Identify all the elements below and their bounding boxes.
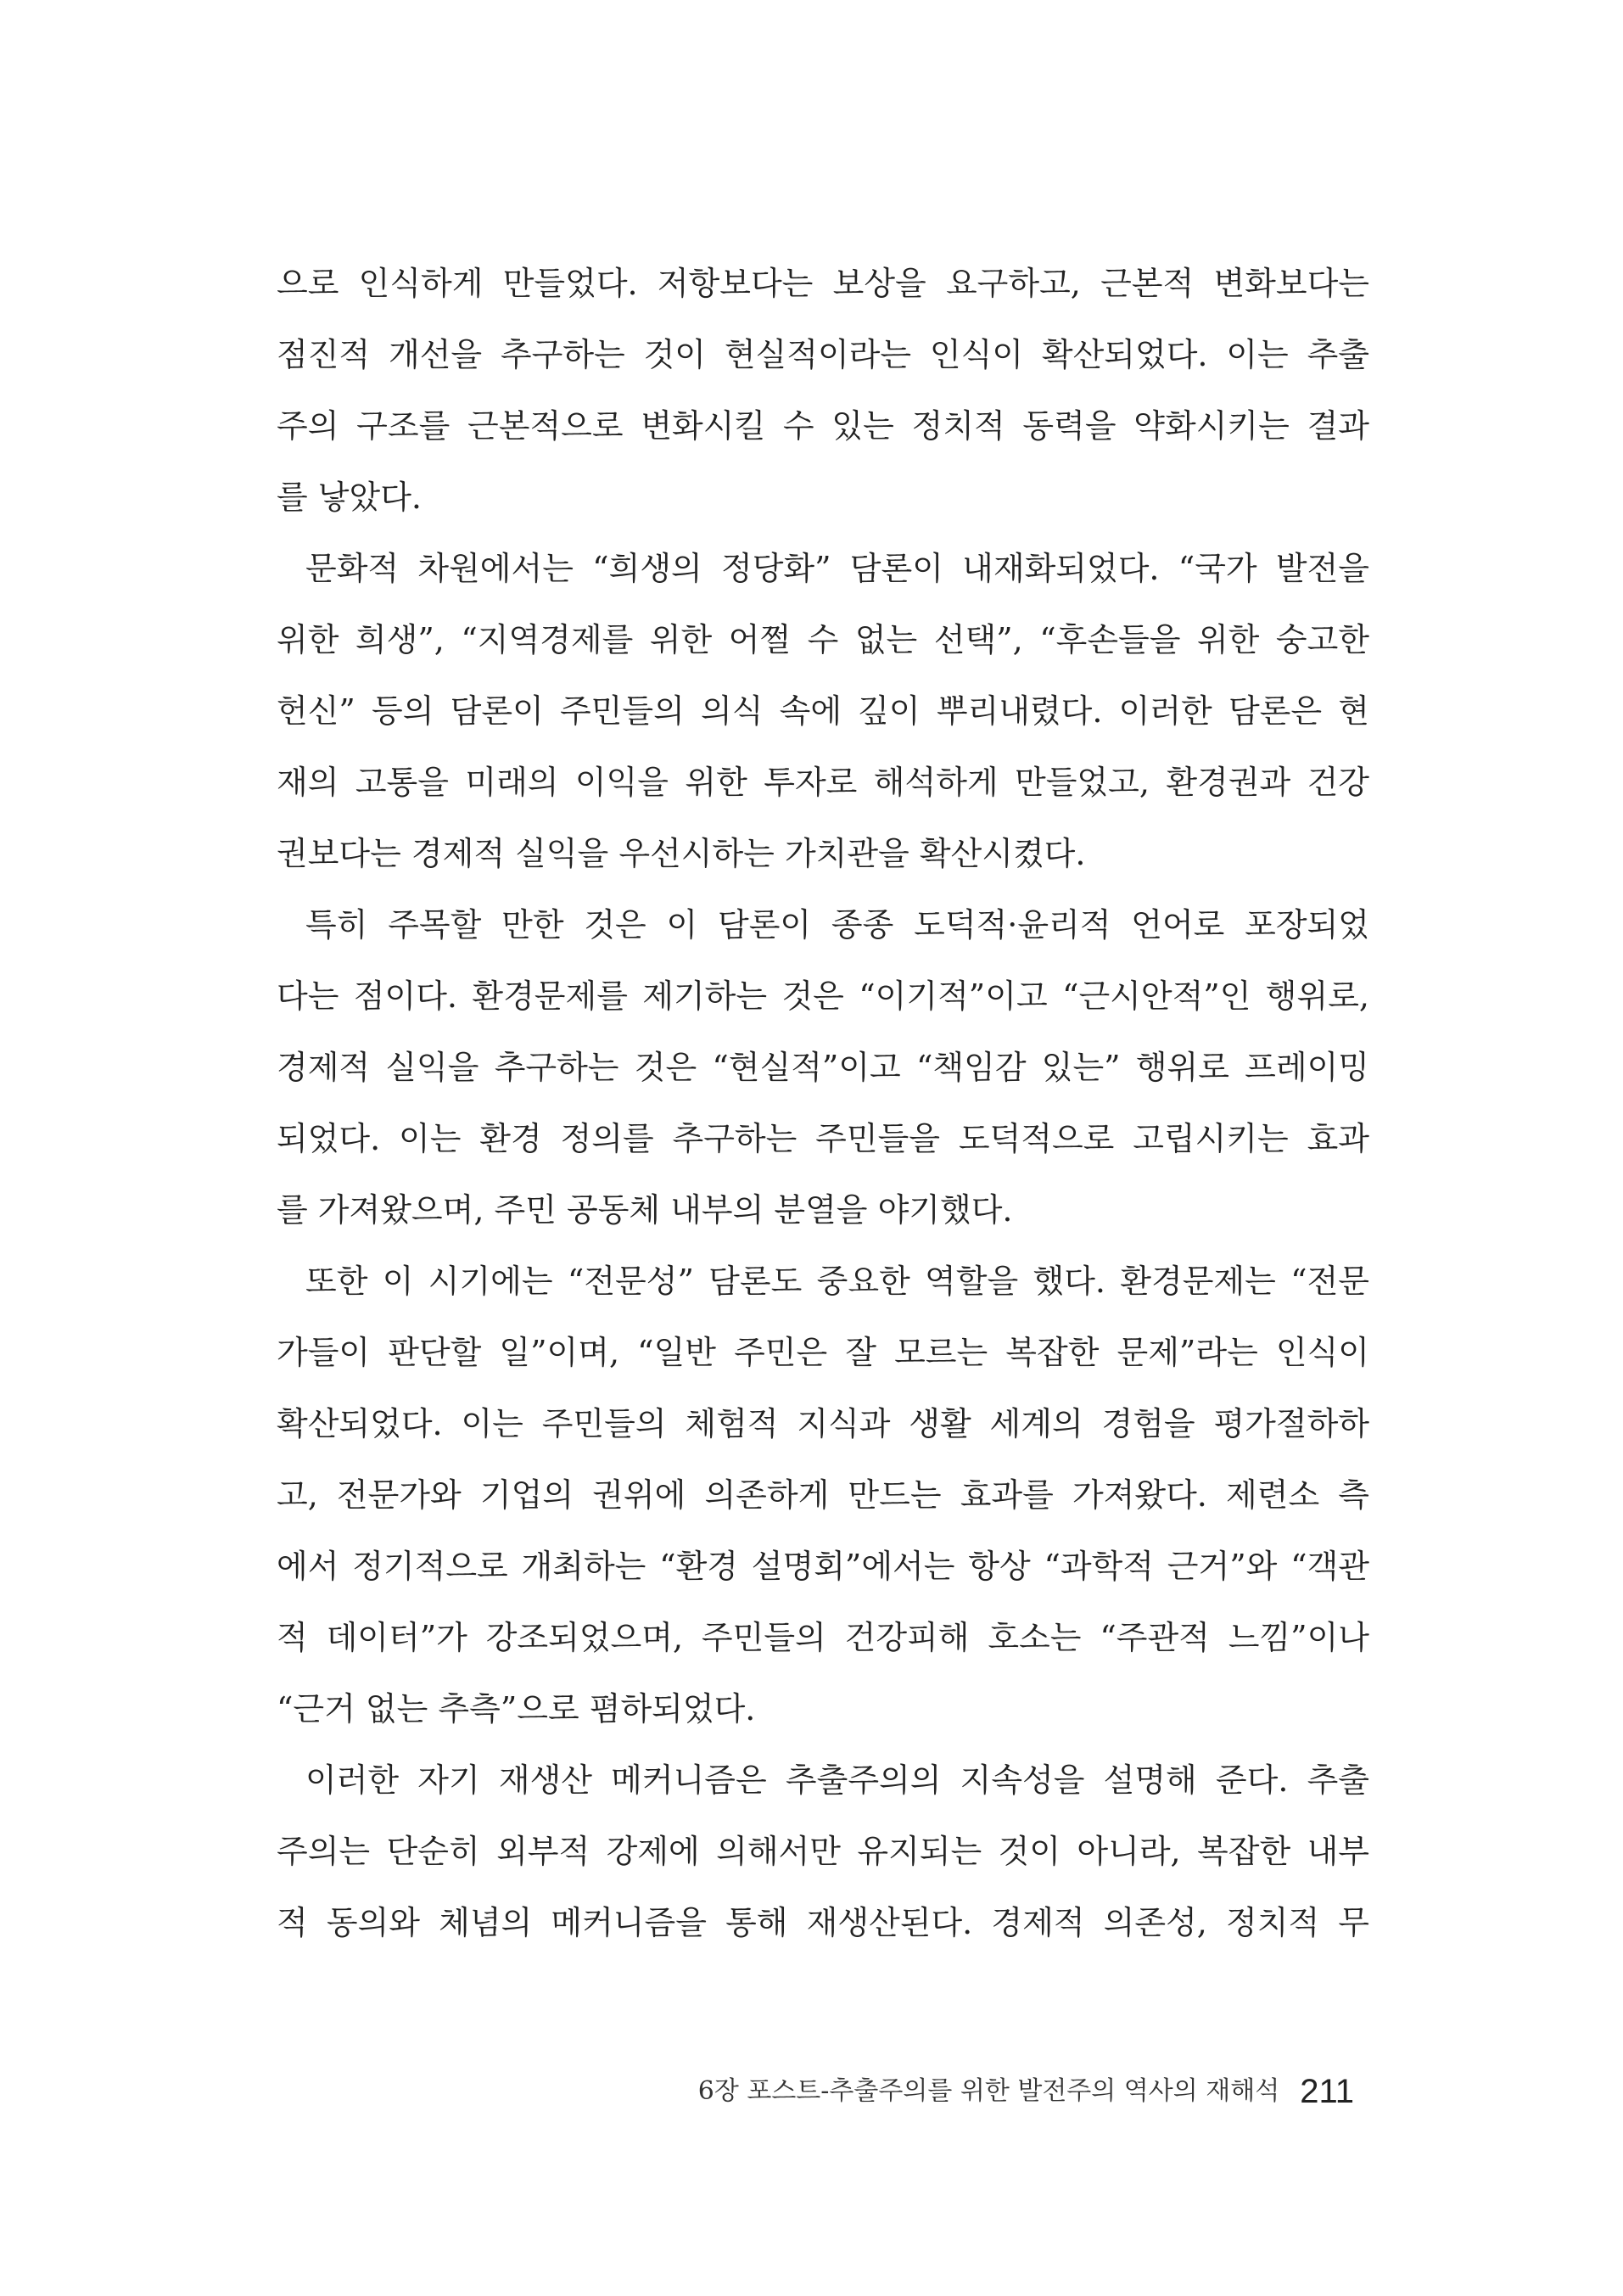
text-line: 되었다. 이는 환경 정의를 추구하는 주민들을 도덕적으로 고립시키는 효과 <box>277 1120 1369 1157</box>
text-line: 를 가져왔으며, 주민 공동체 내부의 분열을 야기했다. <box>277 1191 1013 1229</box>
text-line: 주의 구조를 근본적으로 변화시킬 수 있는 정치적 동력을 약화시키는 결과 <box>277 407 1369 445</box>
text-line: 에서 정기적으로 개최하는 “환경 설명회”에서는 항상 “과학적 근거”와 “객관 <box>277 1548 1369 1585</box>
page-number: 211 <box>1300 2073 1354 2110</box>
text-line: 경제적 실익을 추구하는 것은 “현실적”이고 “책임감 있는” 행위로 프레이밍 <box>277 1049 1369 1086</box>
body-text <box>277 248 1369 1958</box>
text-line: 주의는 단순히 외부적 강제에 의해서만 유지되는 것이 아니라, 복잡한 내부 <box>277 1833 1369 1870</box>
text-line: 권보다는 경제적 실익을 우선시하는 가치관을 확산시켰다. <box>277 835 1086 872</box>
text-line: 확산되었다. 이는 주민들의 체험적 지식과 생활 세계의 경험을 평가절하하 <box>277 1405 1369 1442</box>
text-line: 다는 점이다. 환경문제를 제기하는 것은 “이기적”이고 “근시안적”인 행위로, <box>277 977 1369 1015</box>
text-line: 적 동의와 체념의 메커니즘을 통해 재생산된다. 경제적 의존성, 정치적 무 <box>277 1904 1369 1941</box>
text-line: 적 데이터”가 강조되었으며, 주민들의 건강피해 호소는 “주관적 느낌”이나 <box>277 1619 1369 1656</box>
text-line: 이러한 자기 재생산 메커니즘은 추출주의의 지속성을 설명해 준다. 추출 <box>305 1761 1369 1799</box>
text-line: 특히 주목할 만한 것은 이 담론이 종종 도덕적·윤리적 언어로 포장되었 <box>305 906 1369 944</box>
text-line: 고, 전문가와 기업의 권위에 의존하게 만드는 효과를 가져왔다. 제련소 측 <box>277 1476 1369 1514</box>
running-footer-chapter-title: 6장 포스트-추출주의를 위한 발전주의 역사의 재해석 <box>697 2076 1280 2106</box>
page-footer <box>0 2062 1354 2113</box>
text-line: 헌신” 등의 담론이 주민들의 의식 속에 깊이 뿌리내렸다. 이러한 담론은 현 <box>277 692 1369 730</box>
text-line: 재의 고통을 미래의 이익을 위한 투자로 해석하게 만들었고, 환경권과 건강 <box>277 764 1369 801</box>
text-line: 가들이 판단할 일”이며, “일반 주민은 잘 모르는 복잡한 문제”라는 인식이 <box>277 1334 1369 1371</box>
text-line: 또한 이 시기에는 “전문성” 담론도 중요한 역할을 했다. 환경문제는 “전문 <box>305 1263 1369 1300</box>
text-line: 으로 인식하게 만들었다. 저항보다는 보상을 요구하고, 근본적 변화보다는 <box>277 265 1369 302</box>
text-line: 를 낳았다. <box>277 479 422 516</box>
paragraph <box>277 889 1369 1246</box>
paragraph <box>277 1744 1369 1958</box>
text-line: 문화적 차원에서는 “희생의 정당화” 담론이 내재화되었다. “국가 발전을 <box>305 550 1369 587</box>
paragraph <box>277 248 1369 533</box>
paragraph <box>277 1246 1369 1744</box>
text-line: “근거 없는 추측”으로 폄하되었다. <box>277 1690 756 1728</box>
text-line: 위한 희생”, “지역경제를 위한 어쩔 수 없는 선택”, “후손들을 위한 숭고한 <box>277 621 1369 658</box>
paragraph <box>277 533 1369 889</box>
text-line: 점진적 개선을 추구하는 것이 현실적이라는 인식이 확산되었다. 이는 추출 <box>277 336 1369 373</box>
